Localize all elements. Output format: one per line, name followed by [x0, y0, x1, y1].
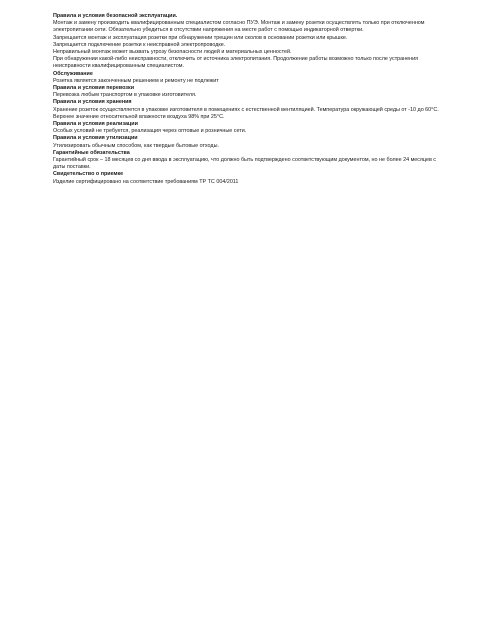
- paragraph: При обнаружении какой-либо неисправности, отключить от источника электропитания. Продолжение работы возможно только после устранения неисправности квалифицированным специалистом.: [53, 56, 419, 70]
- paragraph: Неправильный монтаж может вызвать угрозу безопасности людей и материальных ценностей.: [53, 49, 292, 56]
- document-page: [53, 13, 443, 186]
- section-safe-operation: [53, 13, 443, 71]
- paragraph: Изделие сертифицировано на соответствие требованиям ТР ТС 004/2011: [53, 178, 239, 185]
- section-sale: [53, 121, 443, 135]
- section-disposal: [53, 135, 443, 149]
- section-heading: Правила и условия перевозки: [53, 85, 135, 92]
- section-warranty: [53, 150, 443, 172]
- section-maintenance: [53, 71, 443, 85]
- section-heading: Свидетельство о приемке: [53, 171, 124, 178]
- section-heading: Правила и условия хранения: [53, 99, 132, 106]
- section-heading: Правила и условия реализации: [53, 121, 138, 128]
- section-storage: [53, 99, 443, 121]
- section-transport: [53, 85, 443, 99]
- section-heading: Обслуживание: [53, 70, 93, 77]
- paragraph: Особых условий не требуется, реализация через оптовые и розничные сети.: [53, 128, 247, 135]
- section-heading: Правила и условия утилизации: [53, 135, 138, 142]
- paragraph: Утилизировать обычным способом, как твердые бытовые отходы.: [53, 142, 219, 149]
- paragraph: Розетка является законченным решением и ремонту не подлежит: [53, 77, 219, 84]
- paragraph: Перевозка любым транспортом в упаковке изготовителя.: [53, 92, 197, 99]
- paragraph: Запрещается подключение розетки к неисправной электропроводке.: [53, 41, 226, 48]
- section-acceptance: [53, 171, 443, 185]
- paragraph: Запрещается монтаж и эксплуатация розетки при обнаружении трещин или сколов в основании розетки или крышке.: [53, 34, 348, 41]
- paragraph: Гарантийный срок – 18 месяцев со дня ввода в эксплуатацию, что должно быть подтверждено соответствующим документом, но не более 24 месяцев с даты поставки.: [53, 157, 437, 171]
- paragraph: Монтаж и замену производить квалифицированным специалистом согласно ПУЭ. Монтаж и замену розетки осуществлять только при отключенном электропитании сети. Обязательно убедиться в отсутствии напряжения на месте работ с помощью индикаторной отвертки.: [53, 20, 425, 34]
- section-heading: Правила и условия безопасной эксплуатации.: [53, 13, 178, 19]
- paragraph: Хранение розеток осуществляется в упаковке изготовителя в помещениях с естественной вентиляцией. Температура окружающей среды от -10 до 60°С. Верхнее значение относительной влажности воздуха 98% при 25°С.: [53, 106, 439, 120]
- section-heading: Гарантийные обязательства: [53, 149, 130, 156]
